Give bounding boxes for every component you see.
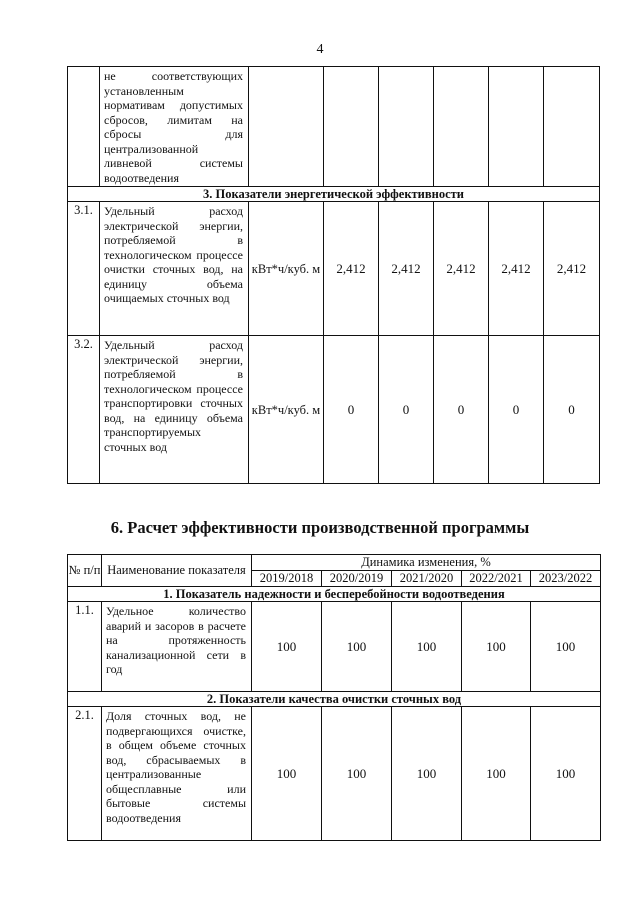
table-row xyxy=(68,202,600,336)
value-cell: 100 xyxy=(252,602,322,692)
row-number: 2.1. xyxy=(68,707,102,841)
value-cell: 2,412 xyxy=(489,202,544,336)
value-cell: 100 xyxy=(462,707,531,841)
value-cell: 100 xyxy=(462,602,531,692)
value-cell: 2,412 xyxy=(379,202,434,336)
value-cell: 2,412 xyxy=(544,202,600,336)
header-number: № п/п xyxy=(68,555,102,587)
section-row xyxy=(68,692,601,707)
energy-efficiency-table xyxy=(67,66,600,484)
unit-cell: кВт*ч/куб. м xyxy=(249,336,324,484)
header-year: 2020/2019 xyxy=(322,571,392,587)
header-name: Наименование показателя xyxy=(102,555,252,587)
value-cell: 0 xyxy=(489,336,544,484)
value-cell: 2,412 xyxy=(434,202,489,336)
section-heading: 1. Показатель надежности и бесперебойности водоотведения xyxy=(68,587,601,602)
value-cell: 100 xyxy=(322,602,392,692)
unit-cell: кВт*ч/куб. м xyxy=(249,202,324,336)
row-number: 1.1. xyxy=(68,602,102,692)
header-year: 2022/2021 xyxy=(462,571,531,587)
indicator-name: Удельный расход электрической энергии, потребляемой в технологическом процессе очистки сточных вод, на единицу объема очищаемых сточных вод xyxy=(100,202,249,336)
value-cell: 0 xyxy=(379,336,434,484)
header-year: 2019/2018 xyxy=(252,571,322,587)
value-cell: 100 xyxy=(252,707,322,841)
section-heading: 2. Показатели качества очистки сточных вод xyxy=(68,692,601,707)
table-row xyxy=(68,67,600,187)
header-year: 2023/2022 xyxy=(531,571,601,587)
row-number xyxy=(68,67,100,187)
value-cell: 0 xyxy=(324,336,379,484)
header-dynamics: Динамика изменения, % xyxy=(252,555,601,571)
header-row xyxy=(68,555,601,571)
indicator-name: Доля сточных вод, не подвергающихся очистке, в общем объеме сточных вод, сбрасываемых в централизованные общесплавные или бытовые системы водоотведения xyxy=(102,707,252,841)
row-number: 3.1. xyxy=(68,202,100,336)
value-cell: 0 xyxy=(544,336,600,484)
indicator-name: не соответствующих установленным нормативам допустимых сбросов, лимитам на сбросы для централизованной ливневой системы водоотведения xyxy=(100,67,249,187)
value-cell: 100 xyxy=(531,707,601,841)
table-row xyxy=(68,602,601,692)
header-year: 2021/2020 xyxy=(392,571,462,587)
indicator-name: Удельное количество аварий и засоров в расчете на протяженность канализационной сети в год xyxy=(102,602,252,692)
section-title: 6. Расчет эффективности производственной программы xyxy=(110,518,530,537)
value-cell: 100 xyxy=(392,707,462,841)
program-efficiency-table xyxy=(67,554,601,841)
indicator-name: Удельный расход электрической энергии, потребляемой в технологическом процессе транспортировки сточных вод, на единицу объема транспортируемых сточных вод xyxy=(100,336,249,484)
value-cell: 2,412 xyxy=(324,202,379,336)
section-heading: 3. Показатели энергетической эффективности xyxy=(68,187,600,202)
value-cell: 100 xyxy=(322,707,392,841)
table-row xyxy=(68,707,601,841)
section-row xyxy=(68,187,600,202)
row-number: 3.2. xyxy=(68,336,100,484)
section-row xyxy=(68,587,601,602)
value-cell: 100 xyxy=(531,602,601,692)
table-row xyxy=(68,336,600,484)
value-cell: 0 xyxy=(434,336,489,484)
value-cell: 100 xyxy=(392,602,462,692)
page-number: 4 xyxy=(316,42,324,57)
